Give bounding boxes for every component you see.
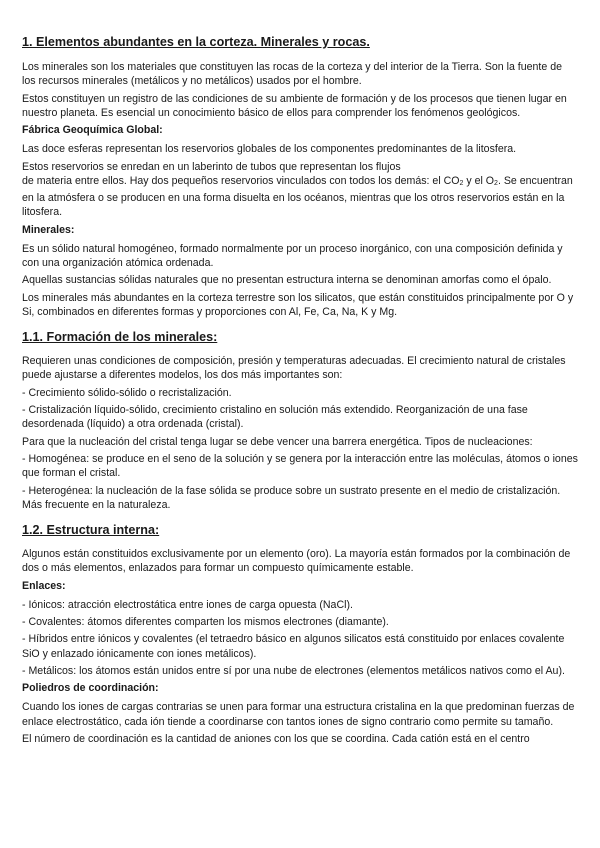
paragraph: Cuando los iones de cargas contrarias se unen para formar una estructura cristalina en la que predominan fuerzas de enlace electrostático, cada ión tiende a coordinarse con tantos iones de signo contrario como permite su tamaño. bbox=[22, 701, 575, 728]
paragraph: Es un sólido natural homogéneo, formado normalmente por un proceso inorgánico, con una composición definida y con una organización atómica ordenada. bbox=[22, 242, 563, 269]
subheading-poliedros: Poliedros de coordinación: bbox=[22, 682, 159, 695]
list-item: - Homogénea: se produce en el seno de la solución y se genera por la interacción entre las moléculas, átomos o iones que forman el cristal. bbox=[22, 452, 578, 480]
paragraph: Aquellas sustancias sólidas naturales que no presentan estructura interna se denominan amorfas como el ópalo. bbox=[22, 274, 552, 287]
list-item: - Heterogénea: la nucleación de la fase sólida se produce sobre un sustrato presente en el medio de cristalización. Más frecuente en la naturaleza. bbox=[22, 484, 561, 511]
paragraph: Estos constituyen un registro de las condiciones de su ambiente de formación y de los procesos que tienen lugar en nuestro planeta. Es esencial un conocimiento básico de ellos para comprender los fenómenos geológicos. bbox=[22, 92, 567, 119]
section-1-title: 1. Elementos abundantes en la corteza. Minerales y rocas. bbox=[22, 35, 370, 49]
section-1-2-title: 1.2. Estructura interna: bbox=[22, 522, 160, 537]
paragraph: Los minerales son los materiales que constituyen las rocas de la corteza y del interior de la Tierra. Son la fuente de los recursos minerales (metálicos y no metálicos) usados por el hombre. bbox=[22, 61, 562, 88]
list-item: - Cristalización líquido-sólido, crecimiento cristalino en solución más extendido. Reorganización de una fase desordenada (líquido) a otra ordenada (cristal). bbox=[22, 403, 528, 431]
paragraph: Los minerales más abundantes en la corteza terrestre son los silicatos, que están constituidos principalmente por O y Si, combinados en diferentes formas y proporciones con Al, Fe, Ca, Na, K y Mg. bbox=[22, 291, 574, 318]
paragraph: El número de coordinación es la cantidad de aniones con los que se coordina. Cada catión está en el centro bbox=[22, 732, 530, 745]
list-item: - Covalentes: átomos diferentes comparten los mismos electrones (diamante). bbox=[22, 615, 389, 628]
list-item: - Iónicos: atracción electrostática entre iones de carga opuesta (NaCl). bbox=[22, 598, 353, 611]
subscript: 2 bbox=[494, 179, 498, 187]
subheading-enlaces: Enlaces: bbox=[22, 579, 66, 592]
list-item: - Crecimiento sólido-sólido o recristalización. bbox=[22, 386, 232, 399]
paragraph-with-formulas: de materia entre ellos. Hay dos pequeños reservorios vinculados con todos los demás: el CO2 y el O2. Se encuentran en la atmósfera o se producen en una forma disuelta en los océanos, mientras que los otros reservorios están en la litosfera. bbox=[22, 174, 573, 219]
subheading-fabrica: Fábrica Geoquímica Global: bbox=[22, 124, 163, 137]
subheading-minerales: Minerales: bbox=[22, 223, 75, 236]
paragraph: Estos reservorios se enredan en un laberinto de tubos que representan los flujos bbox=[22, 160, 401, 173]
subscript: 2 bbox=[459, 179, 464, 187]
section-1-1-title: 1.1. Formación de los minerales: bbox=[22, 329, 218, 344]
paragraph: Para que la nucleación del cristal tenga lugar se debe vencer una barrera energética. Tipos de nucleaciones: bbox=[22, 435, 533, 448]
paragraph: Requieren unas condiciones de composición, presión y temperaturas adecuadas. El crecimiento natural de cristales puede ajustarse a diferentes modelos, los dos más importantes son: bbox=[22, 354, 566, 382]
paragraph: Las doce esferas representan los reservorios globales de los componentes predominantes de la litosfera. bbox=[22, 143, 517, 156]
list-item: - Metálicos: los átomos están unidos entre sí por una nube de electrones (elementos metálicos nativos como el Au). bbox=[22, 664, 565, 677]
paragraph: Algunos están constituidos exclusivamente por un elemento (oro). La mayoría están formados por la combinación de dos o más elementos, enlazados para formar un compuesto químicamente estable. bbox=[22, 547, 571, 575]
list-item: - Híbridos entre iónicos y covalentes (el tetraedro básico en algunos silicatos está constituido por enlaces covalente SiO y enlazado iónicamente con iones metálicos). bbox=[22, 633, 565, 660]
